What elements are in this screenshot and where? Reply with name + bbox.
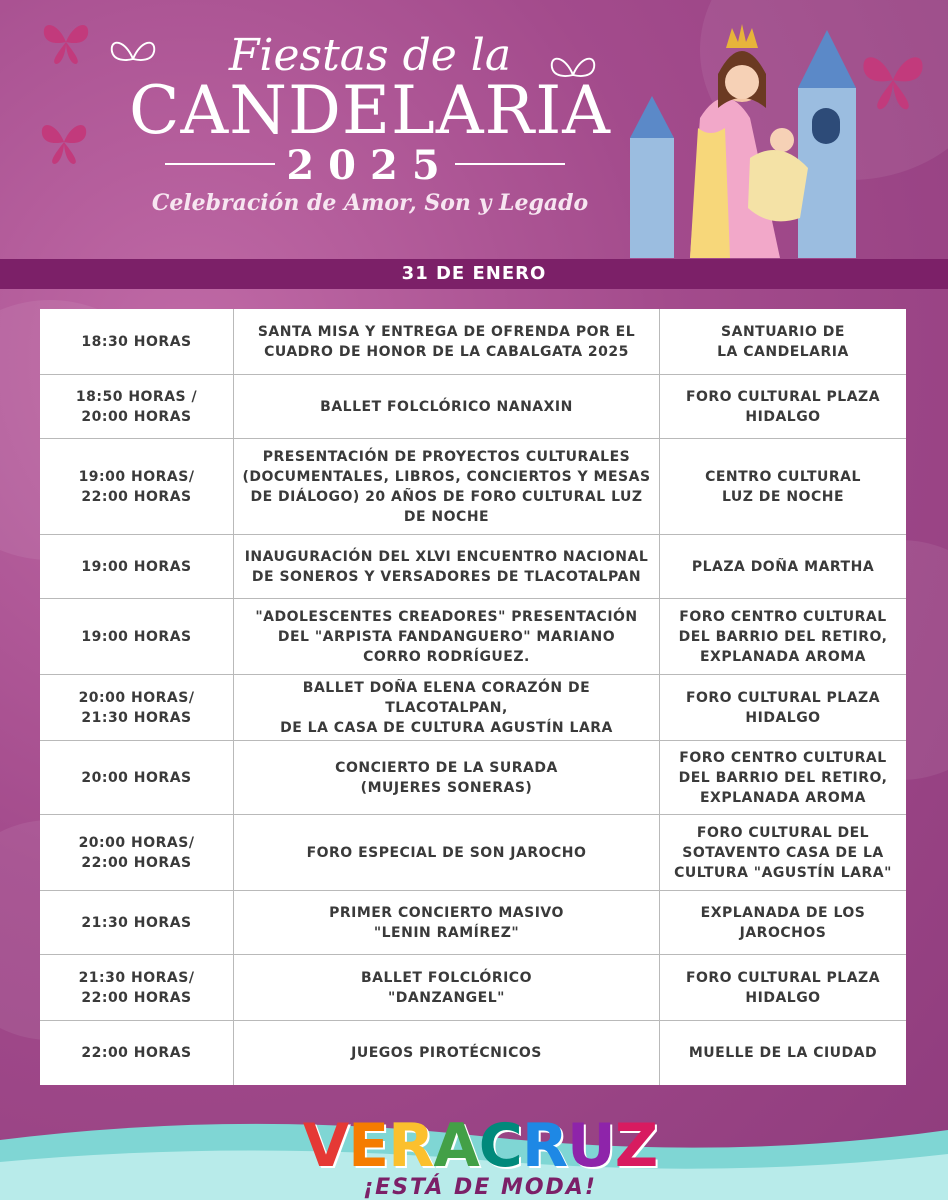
table-row <box>40 599 906 675</box>
logo-letter: V <box>302 1111 349 1181</box>
table-row <box>40 1021 906 1085</box>
logo-wordmark <box>290 1111 670 1181</box>
time-cell: 19:00 HORAS/ 22:00 HORAS <box>40 439 234 534</box>
venue-cell: CENTRO CULTURAL LUZ DE NOCHE <box>705 468 861 505</box>
table-row <box>40 815 906 891</box>
schedule-table <box>40 309 906 1085</box>
venue-cell: MUELLE DE LA CIUDAD <box>688 1045 878 1061</box>
virgin-and-church-illustration <box>630 18 870 258</box>
logo-letter: U <box>567 1111 615 1181</box>
event-cell: FORO ESPECIAL DE SON JAROCHO <box>234 815 660 890</box>
veracruz-logo <box>290 1111 670 1200</box>
venue-cell: SANTUARIO DE LA CANDELARIA <box>717 323 849 360</box>
venue-cell: FORO CULTURAL DEL SOTAVENTO CASA DE LA CULTURA "AGUSTÍN LARA" <box>674 824 892 881</box>
event-cell: BALLET DOÑA ELENA CORAZÓN DE TLACOTALPAN, DE LA CASA DE CULTURA AGUSTÍN LARA <box>234 675 660 740</box>
time-cell: 19:00 HORAS <box>40 599 234 674</box>
time-cell: 22:00 HORAS <box>40 1021 234 1085</box>
title-main: CANDELARIA <box>129 72 611 149</box>
event-cell: CONCIERTO DE LA SURADA (MUJERES SONERAS) <box>234 741 660 814</box>
event-cell: JUEGOS PIROTÉCNICOS <box>234 1021 660 1085</box>
venue-cell: FORO CULTURAL PLAZA HIDALGO <box>685 689 881 726</box>
logo-letter: C <box>478 1111 522 1181</box>
logo-letter: A <box>433 1111 479 1181</box>
venue-cell: EXPLANADA DE LOS JAROCHOS <box>700 904 866 941</box>
date-banner: 31 DE ENERO <box>0 259 948 289</box>
logo-letter: R <box>388 1111 434 1181</box>
event-cell: PRESENTACIÓN DE PROYECTOS CULTURALES (DOCUMENTALES, LIBROS, CONCIERTOS Y MESAS DE DIÁLOGO) 20 AÑOS DE FORO CULTURAL LUZ DE NOCHE <box>234 439 660 534</box>
butterfly-icon <box>38 118 90 166</box>
time-cell: 19:00 HORAS <box>40 535 234 598</box>
logo-tagline: ¡ESTÁ DE MODA! <box>363 1175 597 1200</box>
table-row <box>40 955 906 1021</box>
event-subtitle: Celebración de Amor, Son y Legado <box>151 190 589 216</box>
title-script: Fiestas de la <box>228 30 512 81</box>
event-cell: PRIMER CONCIERTO MASIVO "LENIN RAMÍREZ" <box>234 891 660 954</box>
time-cell: 21:30 HORAS/ 22:00 HORAS <box>40 955 234 1020</box>
time-cell: 20:00 HORAS/ 21:30 HORAS <box>40 675 234 740</box>
venue-cell: FORO CULTURAL PLAZA HIDALGO <box>685 388 881 425</box>
time-cell: 18:50 HORAS / 20:00 HORAS <box>40 375 234 438</box>
logo-letter: Z <box>614 1111 658 1181</box>
table-row <box>40 309 906 375</box>
time-cell: 21:30 HORAS <box>40 891 234 954</box>
table-row <box>40 891 906 955</box>
venue-cell: FORO CENTRO CULTURAL DEL BARRIO DEL RETIRO, EXPLANADA AROMA <box>678 608 888 665</box>
time-cell: 18:30 HORAS <box>40 309 234 374</box>
table-row <box>40 375 906 439</box>
event-cell: BALLET FOLCLÓRICO NANAXIN <box>234 375 660 438</box>
logo-letter: R <box>521 1111 568 1181</box>
table-row <box>40 439 906 535</box>
table-row <box>40 535 906 599</box>
poster-header <box>0 0 948 258</box>
table-row <box>40 675 906 741</box>
event-cell: SANTA MISA Y ENTREGA DE OFRENDA POR EL CUADRO DE HONOR DE LA CABALGATA 2025 <box>234 309 660 374</box>
time-cell: 20:00 HORAS/ 22:00 HORAS <box>40 815 234 890</box>
time-cell: 20:00 HORAS <box>40 741 234 814</box>
event-cell: INAUGURACIÓN DEL XLVI ENCUENTRO NACIONAL DE SONEROS Y VERSADORES DE TLACOTALPAN <box>234 535 660 598</box>
event-year: 2025 <box>286 142 454 189</box>
butterfly-icon <box>40 18 92 66</box>
table-row <box>40 741 906 815</box>
venue-cell: FORO CULTURAL PLAZA HIDALGO <box>685 969 881 1006</box>
event-cell: "ADOLESCENTES CREADORES" PRESENTACIÓN DEL "ARPISTA FANDANGUERO" MARIANO CORRO RODRÍGUEZ. <box>234 599 660 674</box>
event-cell: BALLET FOLCLÓRICO "DANZANGEL" <box>234 955 660 1020</box>
venue-cell: FORO CENTRO CULTURAL DEL BARRIO DEL RETIRO, EXPLANADA AROMA <box>678 749 888 806</box>
logo-letter: E <box>348 1111 389 1181</box>
year-rule-right <box>455 163 565 165</box>
venue-cell: PLAZA DOÑA MARTHA <box>691 558 875 575</box>
